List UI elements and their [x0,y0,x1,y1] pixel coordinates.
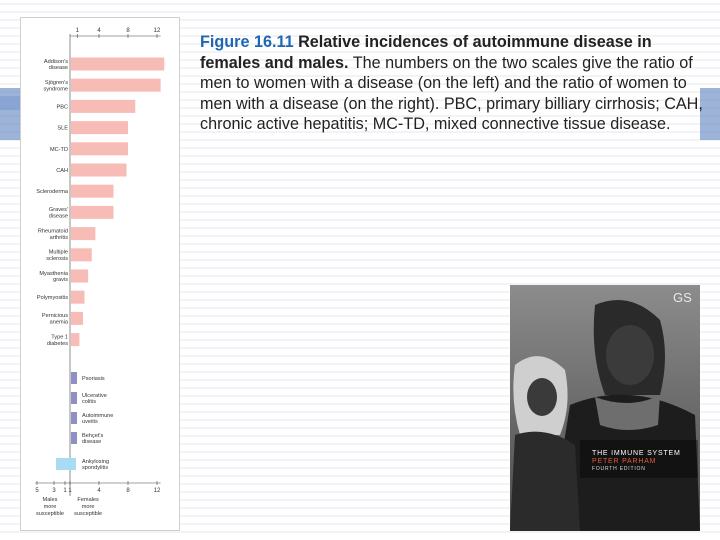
bar-sj-gren-s-syndrome [71,79,161,92]
bar-pbc [71,100,135,113]
figure-number: Figure 16.11 [200,33,294,51]
category-label: Addison's disease [43,58,68,72]
cover-photo [510,285,700,531]
category-label: Psoriasis [82,376,105,382]
top-tick-label: 4 [97,28,101,34]
bar-polymyositis [71,291,85,304]
category-label: Myasthenia gravis [39,270,68,284]
category-label: MC-TD [49,146,68,153]
category-label: Type 1 diabetes [46,334,68,347]
category-label: Multiple sclerosis [46,249,68,262]
left-accent-highlight [0,96,20,110]
top-tick-label: 12 [153,28,161,34]
book-author: PETER PARHAM [592,458,657,465]
category-label: SLE [57,125,68,132]
incidence-bar-chart [21,18,179,530]
category-label: Rheumatoid arthritis [37,228,68,241]
category-label: Autoimmune uveitis [82,412,114,426]
publisher-logo: GS [673,290,692,305]
bottom-tick-label: 3 [52,488,56,494]
bar-psoriasis [71,372,77,384]
bar-beh-et-s-disease [71,432,77,444]
bar-autoimmune-uveitis [71,412,77,424]
bar-type-1-diabetes [71,333,79,346]
males-more-susceptible-label: Males more susceptible [36,497,64,517]
bar-graves-disease [71,206,114,219]
category-label: Ulcerative colitis [82,392,107,406]
category-label: Scleroderma [36,189,68,196]
top-tick-label: 8 [126,28,130,34]
category-label: Graves' disease [48,207,68,220]
category-label: Pernicious anemia [41,313,68,326]
book-title: THE IMMUNE SYSTEM [592,450,681,457]
females-more-susceptible-label: Females more susceptible [74,497,103,517]
bar-addison-s-disease [71,58,164,71]
book-edition: FOURTH EDITION [592,466,646,472]
category-label: Behçet's disease [82,432,104,446]
left-accent-bar [0,88,20,140]
bar-ankylosing-spondylitis [56,458,76,470]
bottom-tick-label: 8 [126,488,130,494]
bottom-tick-label: 1 [63,488,67,494]
bar-multiple-sclerosis [71,248,92,261]
bar-myasthenia-gravis [71,270,88,283]
bar-ulcerative-colitis [71,392,77,404]
category-label: PBC [56,104,68,111]
bottom-tick-label: 1 [68,488,72,494]
category-label: CAH [56,168,68,174]
bar-rheumatoid-arthritis [71,227,95,240]
category-label: Sjögren's syndrome [43,80,68,93]
figure-caption-body: The numbers on the two scales give the ratio of men to women with a disease (on the left) and the ratio of women to men with a disease (on the right). PBC, primary billiary cirrhosis; CAH, chronic active hepatitis; MC-TD, mixed connective tissue disease. [200,53,703,133]
figure-caption [200,32,705,135]
figure-heading: Relative incidences of autoimmune disease in females and males. [200,33,652,72]
top-tick-label: 1 [75,28,79,34]
bottom-tick-label: 4 [97,488,101,494]
book-cover-image [510,285,700,531]
figure-panel [20,17,180,531]
category-label: Ankylosing spondylitis [82,458,110,472]
bar-pernicious-anemia [71,312,83,325]
bottom-tick-label: 12 [153,488,161,494]
bar-scleroderma [71,185,114,198]
bar-mc-td [71,142,128,155]
bar-sle [71,121,128,134]
bottom-tick-label: 5 [35,488,39,494]
bar-cah [71,164,127,177]
category-label: Polymyositis [36,295,68,302]
